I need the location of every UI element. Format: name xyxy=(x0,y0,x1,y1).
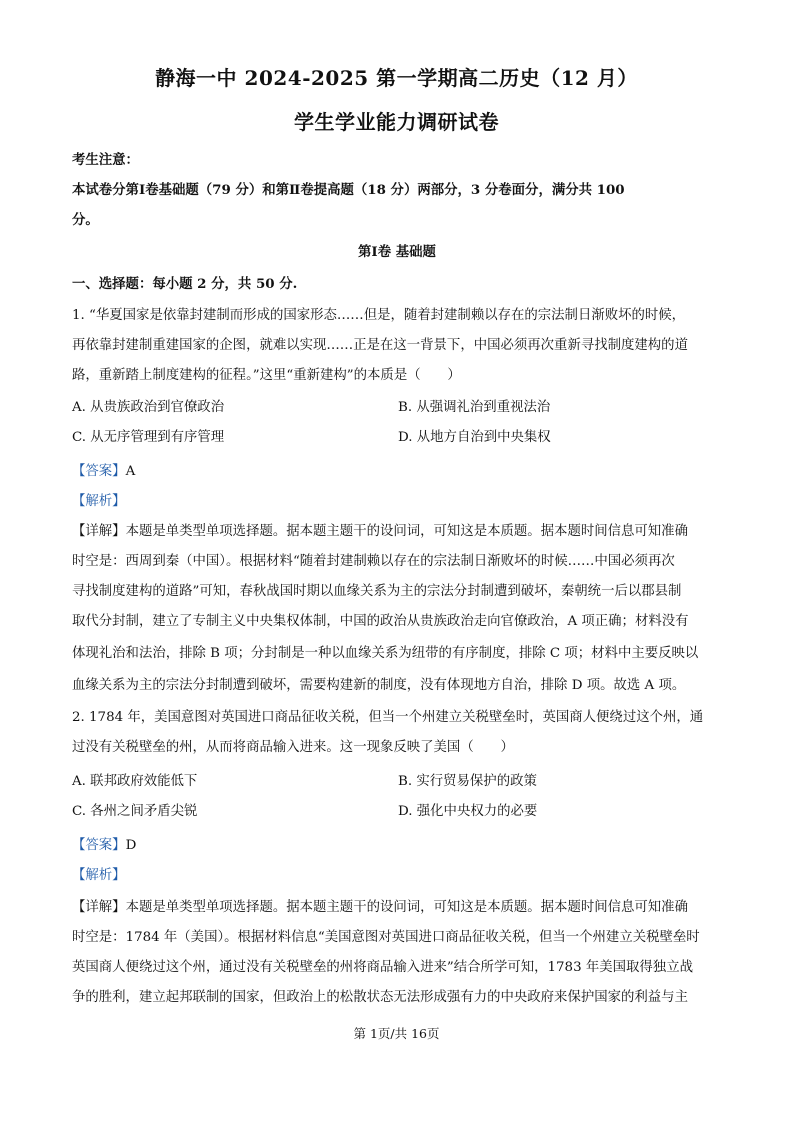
notice-line-2: 分。 xyxy=(72,212,99,228)
q2-detail-line-2: 时空是：1784 年（美国）。根据材料信息“美国意图对英国进口商品征收关税，但当一个州建立关税壁垒时 xyxy=(72,930,700,945)
answer-tag: 【答案】 xyxy=(72,838,126,853)
exam-title: 静海一中 2024-2025 第一学期高二历史（12 月） xyxy=(155,66,638,90)
q1-answer xyxy=(72,462,722,482)
q1-detail-line-4: 取代分封制，建立了专制主义中央集权体制，中国的政治从贵族政治走向官僚政治，A 项正确；材料没有 xyxy=(72,614,689,629)
q2-stem-line-1: 2. 1784 年，美国意图对英国进口商品征收关税，但当一个州建立关税壁垒时，英国商人便绕过这个州，通 xyxy=(72,710,704,725)
q1-analysis xyxy=(72,492,722,512)
detail-text: 本题是单类型单项选择题。据本题主题干的设问词，可知这是本质题。据本题时间信息可知准确 xyxy=(125,900,688,915)
notice-line-1: 本试卷分第Ⅰ卷基础题（79 分）和第Ⅱ卷提高题（18 分）两部分，3 分卷面分，满分共 100 xyxy=(72,182,625,198)
exam-subtitle: 学生学业能力调研试卷 xyxy=(294,110,499,134)
page-number: 第 1页/共 16页 xyxy=(353,1026,440,1041)
q1-option-d: D. 从地方自治到中央集权 xyxy=(398,430,551,445)
q1-option-c: C. 从无序管理到有序管理 xyxy=(72,430,225,445)
q2-option-c: C. 各州之间矛盾尖锐 xyxy=(72,804,198,819)
part-heading: 一、选择题：每小题 2 分，共 50 分. xyxy=(72,276,298,292)
notice-label: 考生注意： xyxy=(72,152,139,168)
q2-stem-line-2: 过没有关税壁垒的州，从而将商品输入进来。这一现象反映了美国（ ） xyxy=(72,740,514,755)
q2-detail-line-1 xyxy=(72,898,722,918)
section-title: 第Ⅰ卷 基础题 xyxy=(358,244,436,260)
q1-detail-line-3: 寻找制度建构的道路”可知，春秋战国时期以血缘关系为主的宗法分封制遭到破坏，秦朝统一后以郡县制 xyxy=(72,584,682,599)
q1-stem-line-3: 路，重新踏上制度建构的征程。”这里“重新建构”的本质是（ ） xyxy=(72,368,461,383)
q1-option-b: B. 从强调礼治到重视法治 xyxy=(398,400,551,415)
answer-value: A xyxy=(125,464,136,479)
q1-detail-line-1 xyxy=(72,522,722,542)
analysis-tag: 【解析】 xyxy=(72,494,126,509)
detail-tag: 【详解】 xyxy=(72,524,126,539)
q1-detail-line-6: 血缘关系为主的宗法分封制遭到破坏，需要构建新的制度，没有体现地方自治，排除 D 项。故选 A 项。 xyxy=(72,678,686,693)
detail-tag: 【详解】 xyxy=(72,900,126,915)
q2-option-b: B. 实行贸易保护的政策 xyxy=(398,774,537,789)
q2-detail-line-4: 争的胜利，建立起邦联制的国家，但政治上的松散状态无法形成强有力的中央政府来保护国家的利益与主 xyxy=(72,990,688,1005)
detail-text: 本题是单类型单项选择题。据本题主题干的设问词，可知这是本质题。据本题时间信息可知准确 xyxy=(125,524,688,539)
q1-option-a: A. 从贵族政治到官僚政治 xyxy=(72,400,225,415)
analysis-tag: 【解析】 xyxy=(72,868,126,883)
answer-tag: 【答案】 xyxy=(72,464,126,479)
answer-value: D xyxy=(125,838,137,853)
q2-option-d: D. 强化中央权力的必要 xyxy=(398,804,538,819)
q2-option-a: A. 联邦政府效能低下 xyxy=(72,774,198,789)
q1-stem-line-2: 再依靠封建制重建国家的企图，就难以实现……正是在这一背景下，中国必须再次重新寻找制度建构的道 xyxy=(72,338,688,353)
q2-analysis xyxy=(72,866,722,886)
q2-answer xyxy=(72,836,722,856)
q1-stem-line-1: 1. “华夏国家是依靠封建制而形成的国家形态……但是，随着封建制赖以存在的宗法制日渐败坏的时候， xyxy=(72,308,686,323)
q1-detail-line-5: 体现礼治和法治，排除 B 项；分封制是一种以血缘关系为纽带的有序制度，排除 C 项；材料中主要反映以 xyxy=(72,646,699,661)
q2-detail-line-3: 英国商人便绕过这个州，通过没有关税壁垒的州将商品输入进来”结合所学可知，1783 年美国取得独立战 xyxy=(72,960,693,975)
q1-detail-line-2: 时空是：西周到秦（中国）。根据材料“随着封建制赖以存在的宗法制日渐败坏的时候……中国必须再次 xyxy=(72,554,675,569)
